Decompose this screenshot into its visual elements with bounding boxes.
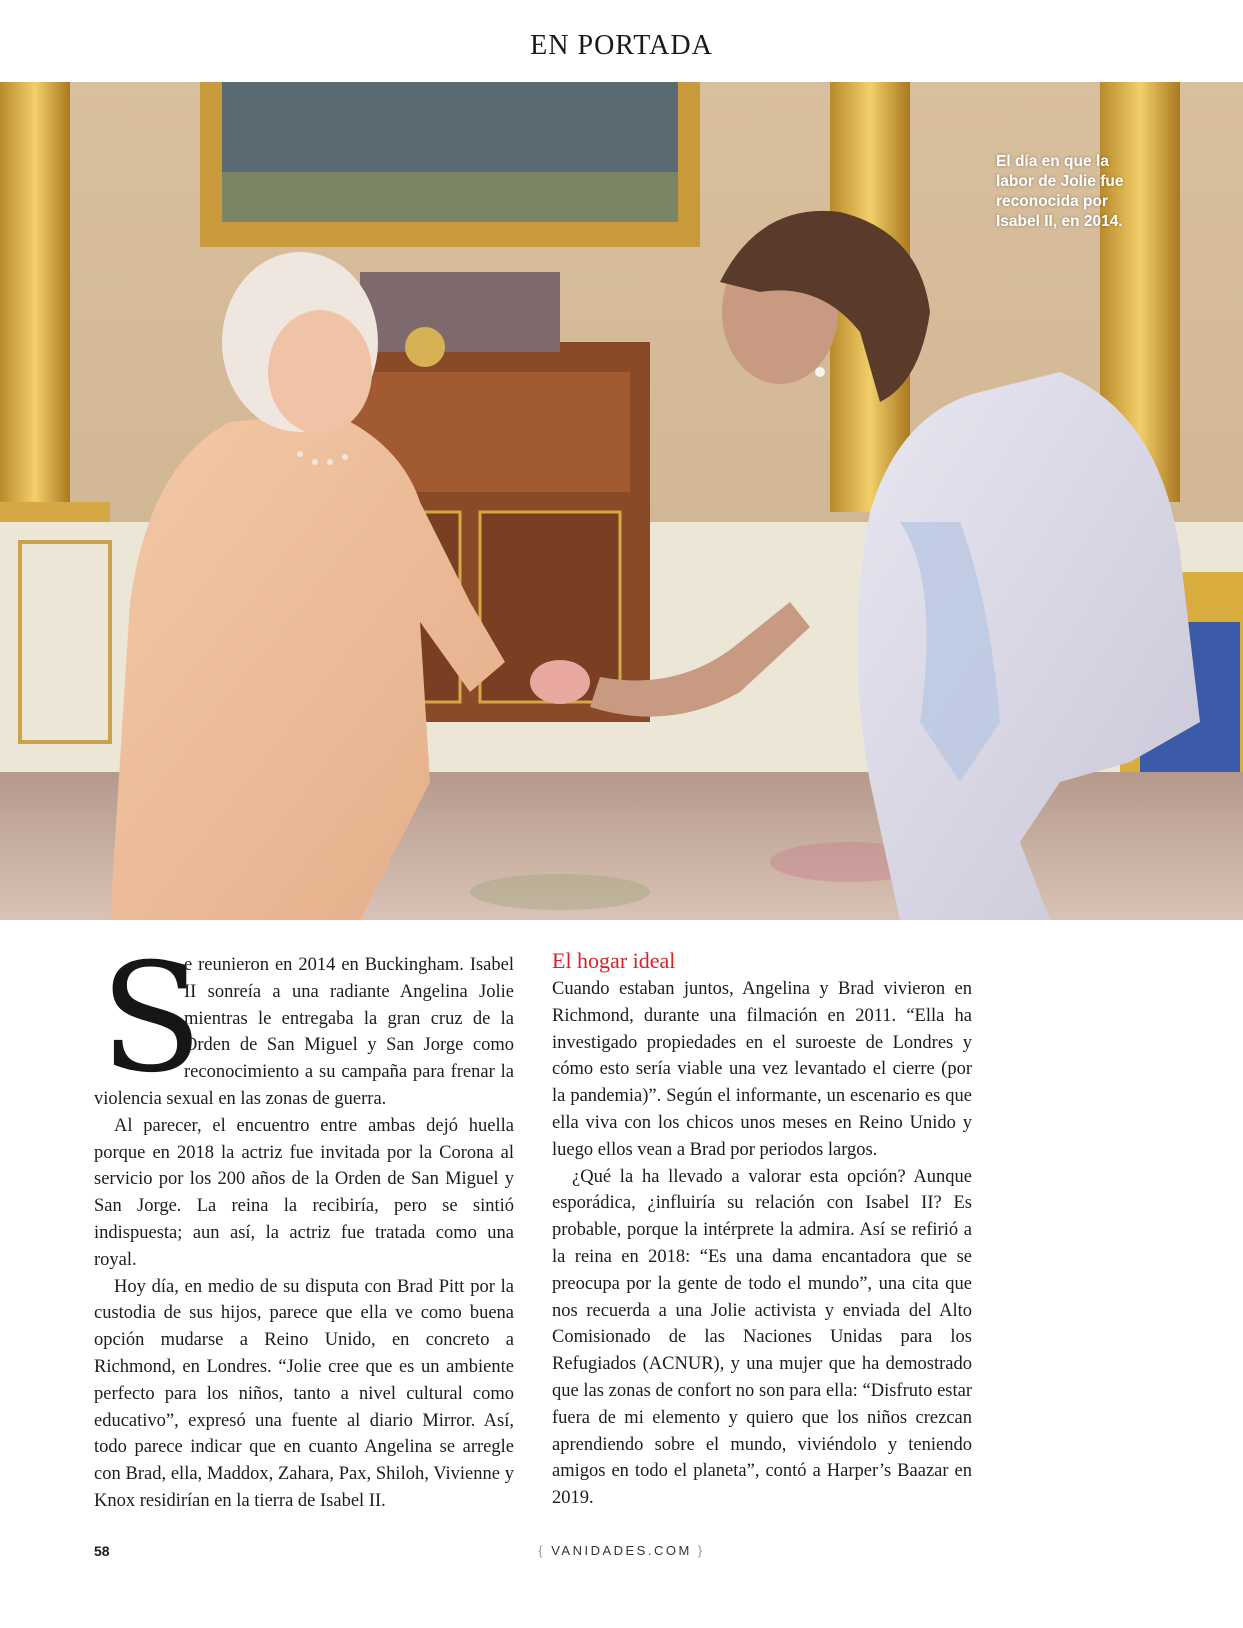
article-column-left	[94, 932, 514, 1515]
photo-caption: El día en que la labor de Jolie fue reconocida por Isabel II, en 2014.	[996, 153, 1124, 230]
paragraph: Cuando estaban juntos, Angelina y Brad vivieron en Richmond, durante una filmación en 2011. “Ella ha investigado propiedades en el suroeste de Londres y cómo esto sería viable una vez levantado el cierre (por la pandemia)”. Según el informante, un escenario es que ella viva con los chicos unos meses en Reino Unido y luego ellos vean a Brad por periodos largos.	[552, 979, 972, 1160]
brace-close: }	[697, 1543, 705, 1558]
gold-column-left	[0, 82, 70, 512]
site-url: VANIDADES.COM	[551, 1543, 692, 1558]
paragraph: ¿Qué la ha llevado a valorar esta opción? Aunque esporádica, ¿influiría su relación con Isabel II? Es probable, porque la intérprete la admira. Así se refirió a la reina en 2018: “Es una dama encantadora que se preocupa por la gente de todo el mundo”, una cita que nos recuerda a una Jolie activista y enviada del Alto Comisionado de las Naciones Unidas para los Refugiados (ACNUR), y una mujer que ha demostrado que las zonas de confort no son para ella: “Disfruto estar fuera de mi elemento y quiero que los niños crezcan aprendiendo sobre el mundo, viviéndolo y teniendo amigos en todo el planeta”, contó a Harper’s Baazar en 2019.	[552, 1166, 972, 1509]
article-column-right	[552, 948, 972, 1512]
site-footer	[0, 1543, 1243, 1558]
drop-cap-container	[94, 932, 203, 1106]
page-number: 58	[94, 1543, 110, 1559]
brace-open: {	[538, 1543, 546, 1558]
subhead: El hogar ideal	[552, 948, 676, 973]
section-header: EN PORTADA	[530, 30, 713, 61]
drop-cap: S	[100, 932, 203, 1106]
paragraph-lead: e reunieron en 2014 en Buckingham. Isabel II sonreía a una radiante Angelina Jolie mientras le entregaba la gran cruz de la Orden de San Miguel y San Jorge como reconocimiento a su campaña para frenar la violencia sexual en las zonas de guerra.	[94, 955, 514, 1109]
paragraph: Al parecer, el encuentro entre ambas dejó huella porque en 2018 la actriz fue invitada por la Corona al servicio por los 200 años de la Orden de San Miguel y San Jorge. La reina la recibiría, pero se sintió indispuesta; aun así, la actriz fue tratada como una royal.	[94, 1115, 514, 1270]
paragraph: Hoy día, en medio de su disputa con Brad Pitt por la custodia de sus hijos, parece que ella ve como buena opción mudarse a Reino Unido, en concreto a Richmond, en Londres. “Jolie cree que es un ambiente perfecto para los niños, tanto a nivel cultural como educativo”, expresó una fuente al diario Mirror. Así, todo parece indicar que en cuanto Angelina se arregle con Brad, ella, Maddox, Zahara, Pax, Shiloh, Vivienne y Knox residirían en la tierra de Isabel II.	[94, 1276, 514, 1511]
